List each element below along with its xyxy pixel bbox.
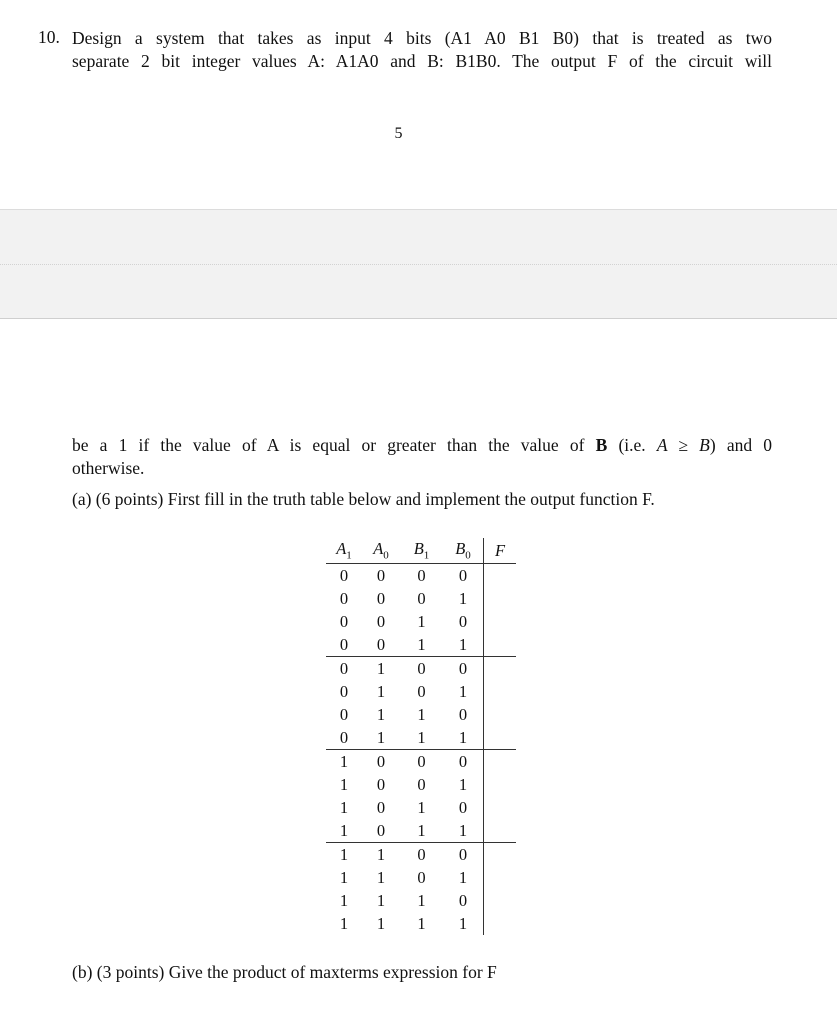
cell-f-output[interactable] — [484, 912, 517, 935]
table-row — [326, 866, 516, 889]
header-b1: $B_1$ — [400, 538, 443, 564]
cell-b1: 1 — [417, 820, 426, 840]
cell-a0: 1 — [376, 913, 386, 933]
cell-a1: 1 — [326, 843, 362, 867]
problem-text-line-2: separate 2 bit integer values A: A1A0 and B: B1B0. The output F of the circuit will — [72, 51, 772, 71]
cell-a1: 0 — [339, 611, 349, 631]
cell-f-output[interactable] — [484, 773, 517, 796]
cell-b0: 1 — [458, 681, 468, 701]
cell-b1: 0 — [417, 588, 426, 608]
table-row — [326, 633, 516, 657]
continuation-text-pre: be a 1 if the value of A is equal or greater than the value of — [72, 435, 596, 455]
cell-b1: 0 — [400, 657, 443, 681]
continuation-line-2: otherwise. — [72, 458, 145, 478]
page-number: 5 — [394, 125, 403, 142]
cell-b0: 1 — [458, 774, 468, 794]
page-break-band — [0, 209, 837, 319]
cell-f-output[interactable] — [484, 726, 517, 750]
cell-b0: 0 — [458, 890, 468, 910]
cell-f-output[interactable] — [484, 750, 517, 774]
cell-a1: 0 — [339, 704, 349, 724]
cell-b1: 1 — [417, 727, 426, 747]
cell-a1: 1 — [339, 913, 349, 933]
cell-b1: 1 — [417, 913, 426, 933]
cell-b0: 0 — [443, 657, 484, 681]
table-row — [326, 564, 516, 588]
cell-a0: 0 — [376, 774, 386, 794]
cell-b1: 0 — [400, 843, 443, 867]
cell-b0: 0 — [443, 750, 484, 774]
cell-a1: 1 — [339, 890, 349, 910]
cell-a0: 0 — [376, 797, 386, 817]
cell-b0: 1 — [458, 588, 468, 608]
table-row — [326, 773, 516, 796]
cell-f-output[interactable] — [484, 564, 517, 588]
truth-table — [326, 538, 516, 935]
problem-text-line-1: Design a system that takes as input 4 bits (A1 A0 B1 B0) that is treated as two — [72, 28, 772, 48]
header-b0: $B_0$ — [443, 538, 484, 564]
cell-a0: 0 — [362, 750, 400, 774]
cell-f-output[interactable] — [484, 843, 517, 867]
cell-a0: 0 — [376, 611, 386, 631]
cell-a1: 1 — [326, 750, 362, 774]
continuation-line-1 — [72, 434, 772, 457]
cell-b0: 0 — [458, 704, 468, 724]
cell-f-output[interactable] — [484, 610, 517, 633]
inequality-expression: A ≥ B — [656, 435, 710, 455]
cell-b1: 0 — [417, 565, 426, 585]
part-b-instruction: (b) (3 points) Give the product of maxterms expression for F — [72, 962, 497, 982]
cell-a0: 0 — [376, 820, 386, 840]
cell-a0: 1 — [376, 704, 386, 724]
cell-b0: 1 — [458, 820, 468, 840]
cell-b0: 1 — [458, 867, 468, 887]
table-row — [326, 657, 516, 681]
cell-b0: 0 — [458, 611, 468, 631]
continuation-text-post: ) and 0 — [709, 435, 772, 455]
cell-f-output[interactable] — [484, 796, 517, 819]
cell-f-output[interactable] — [484, 587, 517, 610]
table-row — [326, 703, 516, 726]
table-row — [326, 796, 516, 819]
cell-a1: 0 — [339, 588, 349, 608]
cell-a0: 1 — [362, 657, 400, 681]
cell-a0: 0 — [376, 588, 386, 608]
truth-table-body — [326, 564, 516, 936]
table-row — [326, 843, 516, 867]
cell-b1: 1 — [417, 797, 426, 817]
cell-f-output[interactable] — [484, 680, 517, 703]
part-a-instruction: (a) (6 points) First fill in the truth table below and implement the output function F. — [72, 489, 655, 509]
cell-b0: 1 — [458, 913, 468, 933]
table-row — [326, 587, 516, 610]
cell-a1: 0 — [339, 681, 349, 701]
cell-a0: 0 — [376, 634, 386, 654]
cell-b0: 1 — [458, 727, 468, 747]
cell-a1: 0 — [339, 634, 349, 654]
header-a0: $A_0$ — [362, 538, 400, 564]
cell-a1: 0 — [339, 727, 349, 747]
cell-b1: 0 — [400, 750, 443, 774]
cell-f-output[interactable] — [484, 889, 517, 912]
continuation-text-mid: (i.e. — [607, 435, 657, 455]
variable-b-bold: B — [595, 435, 608, 455]
table-row — [326, 889, 516, 912]
cell-b0: 1 — [458, 634, 468, 654]
cell-b1: 1 — [417, 890, 426, 910]
cell-b0: 0 — [443, 843, 484, 867]
cell-f-output[interactable] — [484, 703, 517, 726]
cell-a1: 1 — [339, 820, 349, 840]
cell-a1: 1 — [339, 774, 349, 794]
page-break-divider — [0, 264, 837, 265]
cell-a0: 0 — [376, 565, 386, 585]
cell-f-output[interactable] — [484, 657, 517, 681]
cell-a0: 1 — [376, 727, 386, 747]
truth-table-header-row — [326, 538, 516, 564]
cell-a1: 0 — [339, 565, 349, 585]
cell-f-output[interactable] — [484, 866, 517, 889]
cell-a1: 0 — [326, 657, 362, 681]
cell-b0: 0 — [458, 565, 468, 585]
header-a1: $A_1$ — [326, 538, 362, 564]
cell-a0: 1 — [376, 890, 386, 910]
cell-a1: 1 — [339, 797, 349, 817]
table-row — [326, 912, 516, 935]
cell-b0: 0 — [458, 797, 468, 817]
table-row — [326, 819, 516, 843]
cell-a1: 1 — [339, 867, 349, 887]
table-row — [326, 610, 516, 633]
table-row — [326, 750, 516, 774]
cell-a0: 1 — [376, 681, 386, 701]
cell-a0: 1 — [362, 843, 400, 867]
cell-b1: 1 — [417, 704, 426, 724]
cell-b1: 0 — [417, 681, 426, 701]
cell-b1: 0 — [417, 867, 426, 887]
cell-b1: 1 — [417, 611, 426, 631]
cell-f-output[interactable] — [484, 819, 517, 843]
cell-f-output[interactable] — [484, 633, 517, 657]
cell-a0: 1 — [376, 867, 386, 887]
cell-b1: 1 — [417, 634, 426, 654]
problem-number: 10. — [38, 27, 60, 47]
header-f: F — [484, 538, 517, 564]
table-row — [326, 726, 516, 750]
table-row — [326, 680, 516, 703]
cell-b1: 0 — [417, 774, 426, 794]
